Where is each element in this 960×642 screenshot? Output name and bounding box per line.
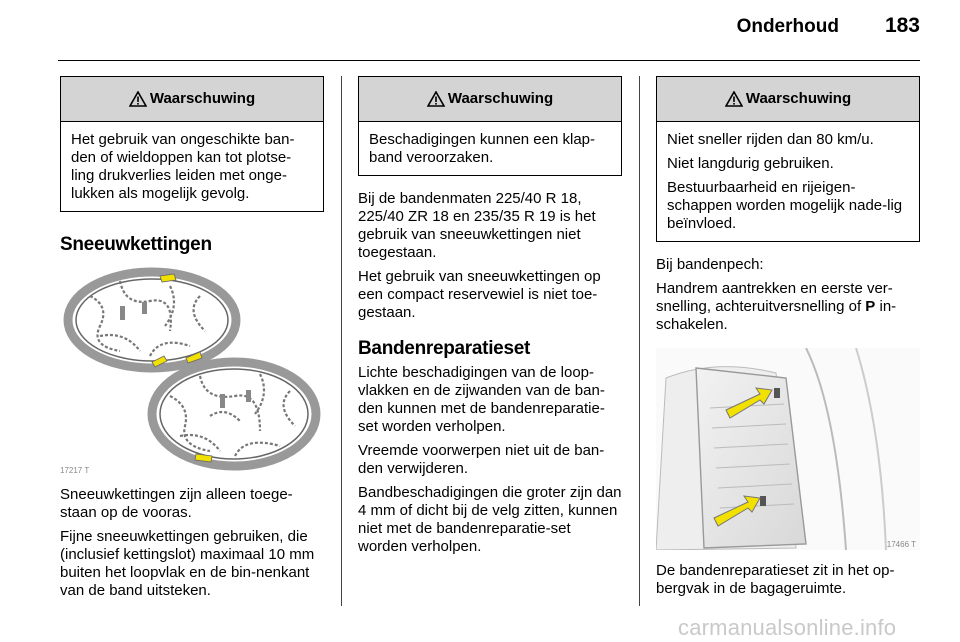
paragraph: Het gebruik van sneeuwkettingen op een compact reservewiel is niet toe-gestaan.	[358, 268, 601, 321]
page-header	[737, 14, 920, 50]
paragraph: Sneeuwkettingen zijn alleen toege-staan op de vooras.	[60, 486, 293, 521]
paragraph: Bandbeschadigingen die groter zijn dan 4 mm of dicht bij de velg zitten, kunnen niet met de bandenreparatie-set worden verholpen.	[358, 484, 622, 555]
paragraph: Vreemde voorwerpen niet uit de ban-den verwijderen.	[358, 442, 605, 477]
warning-body	[61, 122, 323, 211]
warning-body	[359, 122, 621, 175]
warning-title: Waarschuwing	[447, 90, 554, 107]
paragraph-text: Handrem aantrekken en eerste ver-snelling, achteruitversnelling of	[656, 280, 893, 315]
watermark: carmanualsonline.info	[678, 615, 897, 640]
gear-p-label: P	[865, 298, 876, 315]
column-divider	[639, 76, 640, 606]
warning-header	[359, 77, 621, 122]
paragraph-text: in-schakelen.	[656, 298, 897, 333]
warning-box	[656, 76, 920, 242]
snow-chains-figure	[60, 266, 324, 474]
warning-body	[657, 122, 919, 241]
paragraph: Bij de bandenmaten 225/40 R 18, 225/40 ZR 18 en 235/35 R 19 is het gebruik van sneeuwkettingen niet toegestaan.	[358, 190, 596, 261]
heading-snow-chains: Sneeuwkettingen	[60, 234, 212, 255]
paragraph: De bandenreparatieset zit in het op-bergvak in de bagageruimte.	[656, 562, 895, 597]
paragraph	[656, 280, 920, 334]
paragraph: Bij bandenpech:	[656, 256, 764, 273]
warning-text: Bestuurbaarheid en rijeigen-schappen worden mogelijk nade-lig beïnvloed.	[667, 179, 903, 232]
warning-box	[358, 76, 622, 176]
column-2	[358, 76, 622, 562]
column-1	[60, 76, 324, 606]
column-divider	[341, 76, 342, 606]
header-rule	[58, 60, 920, 61]
warning-text: Niet langdurig gebruiken.	[667, 155, 834, 172]
warning-text: Niet sneller rijden dan 80 km/u.	[667, 131, 874, 148]
column-3	[656, 76, 920, 604]
warning-box	[60, 76, 324, 212]
warning-triangle-icon	[129, 91, 147, 107]
figure-code: 17466 T	[886, 540, 916, 549]
page-number: 183	[884, 14, 920, 37]
heading-repair-kit: Bandenreparatieset	[358, 338, 531, 359]
warning-text: Beschadigingen kunnen een klap-band veroorzaken.	[369, 131, 596, 166]
repair-kit-figure	[656, 348, 920, 550]
warning-text: Het gebruik van ongeschikte ban-den of wieldoppen kan tot plotse-ling drukverlies leiden met onge-lukken als mogelijk gevolg.	[71, 131, 295, 202]
warning-header	[61, 77, 323, 122]
warning-header	[657, 77, 919, 122]
snow-chains-illustration	[60, 266, 324, 474]
warning-title: Waarschuwing	[745, 90, 852, 107]
warning-triangle-icon	[725, 91, 743, 107]
warning-triangle-icon	[427, 91, 445, 107]
warning-title: Waarschuwing	[149, 90, 256, 107]
paragraph: Lichte beschadigingen van de loop-vlakken en de zijwanden van de ban-den kunnen met de bandenreparatie-set worden verholpen.	[358, 364, 605, 435]
repair-kit-illustration	[656, 348, 920, 550]
figure-code: 17217 T	[60, 466, 90, 475]
section-title: Onderhoud	[736, 16, 839, 37]
paragraph: Fijne sneeuwkettingen gebruiken, die (inclusief kettingslot) maximaal 10 mm buiten het loopvlak en de bin-nenkant van de band uitsteken.	[60, 528, 315, 599]
